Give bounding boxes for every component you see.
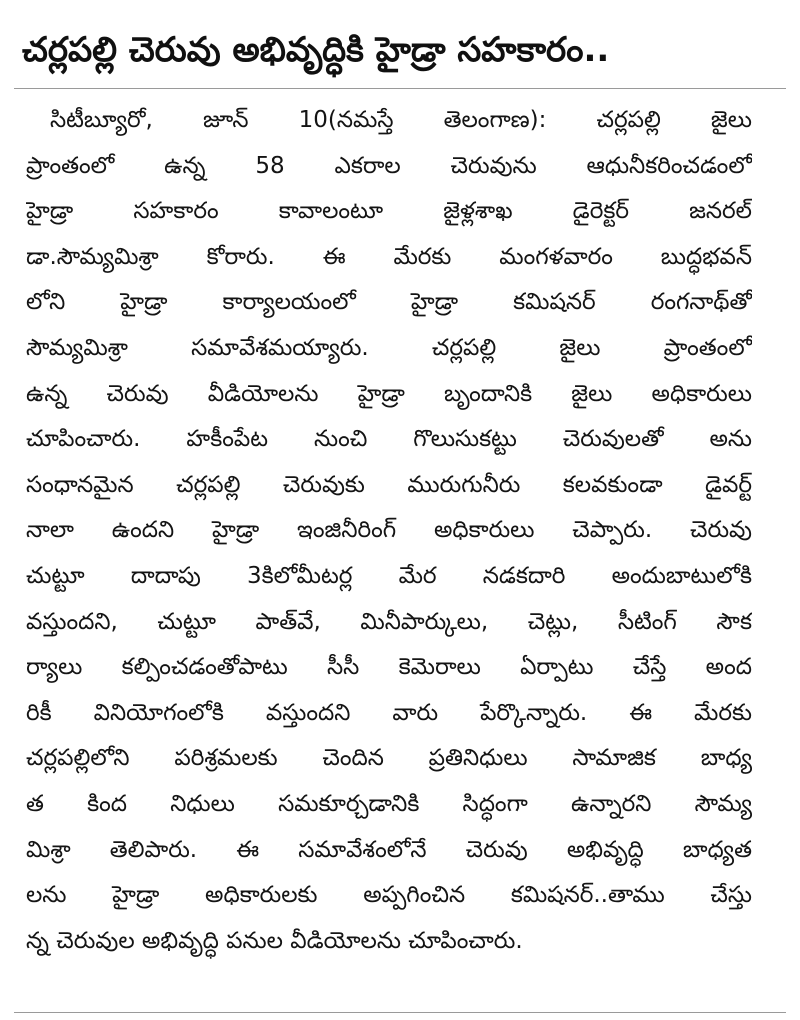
article-line: సౌమ్యమిశ్రా సమావేశమయ్యారు. చర్లపల్లి జైలు ప్రాంతంలో xyxy=(26,334,752,361)
article-line: డా.సౌమ్యమిశ్రా కోరారు. ఈ మేరకు మంగళవారం బుద్ధభవన్ xyxy=(26,243,752,270)
article-line: ఉన్న చెరువు వీడియోలను హైడ్రా బృందానికి జైలు అధికారులు xyxy=(26,380,752,407)
article-headline: చర్లపల్లి చెరువు అభివృద్ధికి హైడ్రా సహకారం.. xyxy=(22,30,610,70)
article-line: ర్యాలు కల్పించడంతోపాటు సీసీ కెమెరాలు ఏర్పాటు చేస్తే అంద xyxy=(26,654,752,681)
article-line: హైడ్రా సహకారం కావాలంటూ జైళ్లశాఖ డైరెక్టర్ జనరల్ xyxy=(26,198,752,225)
article-line: చుట్టూ దాదాపు 3కిలోమీటర్ల మేర నడకదారి అందుబాటులోకి xyxy=(26,562,752,589)
article-line: నాలా ఉందని హైడ్రా ఇంజినీరింగ్ అధికారులు చెప్పారు. చెరువు xyxy=(26,517,752,544)
article-line: న్న చెరువుల అభివృద్ధి పనుల వీడియోలను చూపించారు. xyxy=(26,927,523,954)
article-line: మిశ్రా తెలిపారు. ఈ సమావేశంలోనే చెరువు అభివృద్ధి బాధ్యత xyxy=(26,836,752,863)
article-line: సంధానమైన చర్లపల్లి చెరువుకు మురుగునీరు కలవకుండా డైవర్ట్ xyxy=(26,471,752,498)
headline-divider xyxy=(14,88,786,89)
article-line: వస్తుందని, చుట్టూ పాత్‌వే, మినీపార్కులు, చెట్లు, సీటింగ్ సౌక xyxy=(26,608,752,635)
article-line: చర్లపల్లిలోని పరిశ్రమలకు చెందిన ప్రతినిధులు సామాజిక బాధ్య xyxy=(26,745,752,772)
article-line: సిటీబ్యూరో, జూన్ 10(నమస్తే తెలంగాణ): చర్లపల్లి జైలు xyxy=(50,107,752,133)
article-line: చూపించారు. హకీంపేట నుంచి గొలుసుకట్టు చెరువులతో అను xyxy=(26,426,752,453)
article-line: ప్రాంతంలో ఉన్న 58 ఎకరాల చెరువును ఆధునీకరించడంలో xyxy=(26,152,752,179)
article-line: లోని హైడ్రా కార్యాలయంలో హైడ్రా కమిషనర్ రంగనాథ్‌తో xyxy=(26,289,752,316)
article-line: లను హైడ్రా అధికారులకు అప్పగించిన కమిషనర్..తాము చేస్తు xyxy=(26,882,752,909)
article-line: రికీ వినియోగంలోకి వస్తుందని వారు పేర్కొన్నారు. ఈ మేరకు xyxy=(26,699,752,726)
bottom-divider xyxy=(14,1012,786,1013)
article-body xyxy=(26,98,752,964)
article-line: త కింద నిధులు సమకూర్చడానికి సిద్ధంగా ఉన్నారని సౌమ్య xyxy=(26,790,752,817)
